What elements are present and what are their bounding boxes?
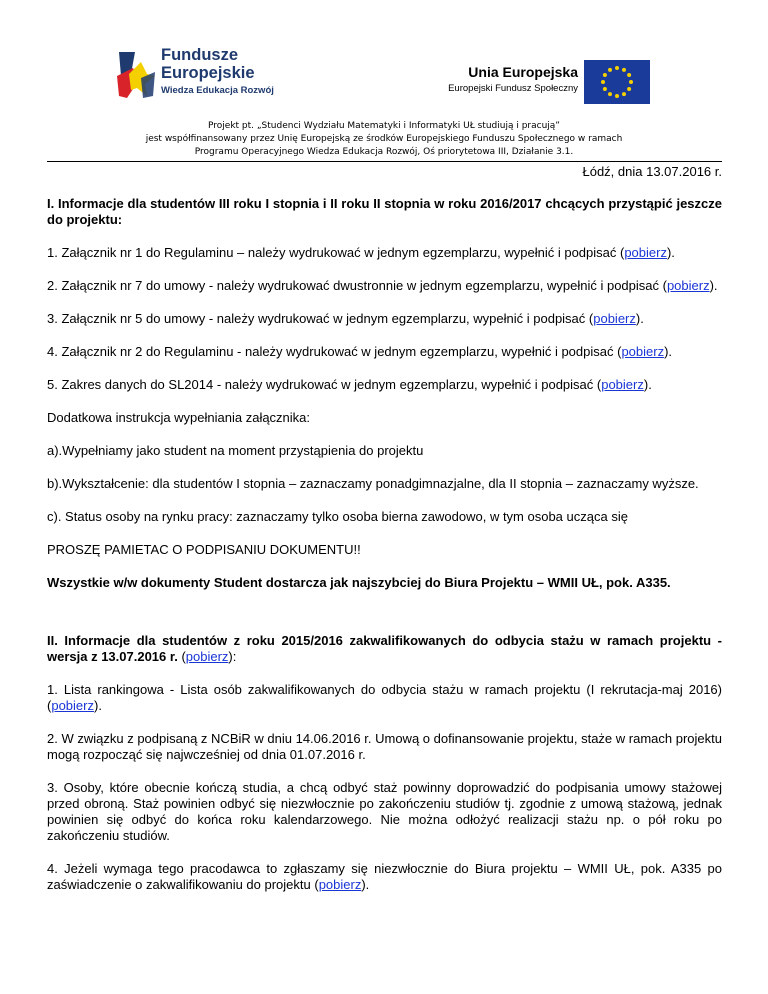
fundusze-europejskie-logo bbox=[117, 44, 297, 104]
fe-logo-line3: Wiedza Edukacja Rozwój bbox=[161, 85, 274, 96]
fe-star-mark-icon bbox=[117, 44, 157, 104]
signature-reminder: PROSZĘ PAMIETAC O PODPISANIU DOKUMENTU!! bbox=[47, 542, 361, 557]
section2-item-3: 3. Osoby, które obecnie kończą studia, a chcą odbyć staż powinny doprowadzić do podpisania umowy stażowej przed obroną. Staż powinien odbyć się niezwłocznie po zakończeniu studiów tj. zgodnie z umową stażową, jednak powinien się odbyć do końca roku kalendarzowego. Nie można odłożyć realizacji stażu np. o pół roku po zakończeniu studiów. bbox=[47, 780, 722, 843]
instruction-c: c). Status osoby na rynku pracy: zaznaczamy tylko osoba bierna zawodowo, w tym osoba ucząca się bbox=[47, 509, 628, 524]
download-link[interactable]: pobierz bbox=[621, 344, 665, 359]
section1-item-1: 1. Załącznik nr 1 do Regulaminu – należy wydrukować w jednym egzemplarzu, wypełnić i podpisać (pobierz). bbox=[47, 245, 675, 260]
section2-heading: II. Informacje dla studentów z roku 2015/2016 zakwalifikowanych do odbycia stażu w ramach projektu - wersja z 13.07.2016 r. (pobierz): bbox=[47, 633, 722, 664]
download-link[interactable]: pobierz bbox=[51, 698, 94, 713]
delivery-note: Wszystkie w/w dokumenty Student dostarcza jak najszybciej do Biura Projektu – WMII UŁ, pok. A335. bbox=[47, 575, 671, 590]
section1-item-5: 5. Zakres danych do SL2014 - należy wydrukować w jednym egzemplarzu, wypełnić i podpisać (pobierz). bbox=[47, 377, 652, 392]
ue-logo-subtitle: Europejski Fundusz Społeczny bbox=[448, 83, 578, 94]
fe-logo-line1: Fundusze bbox=[161, 46, 238, 64]
section2-item-2: 2. W związku z podpisaną z NCBiR w dniu 14.06.2016 r. Umową o dofinansowanie projektu, staże w ramach projektu mogą rozpocząć się najwcześniej od dnia 01.07.2016 r. bbox=[47, 731, 722, 762]
instruction-title: Dodatkowa instrukcja wypełniania załącznika: bbox=[47, 410, 311, 425]
section2-item-4: 4. Jeżeli wymaga tego pracodawca to zgłaszamy się niezwłocznie do Biura projektu – WMII UŁ, pok. A335 po zaświadczenie o zakwalifikowaniu do projektu (pobierz). bbox=[47, 861, 722, 892]
instruction-a: a).Wypełniamy jako student na moment przystąpienia do projektu bbox=[47, 443, 424, 458]
instruction-b: b).Wykształcenie: dla studentów I stopnia – zaznaczamy ponadgimnazjalne, dla II stopnia – zaznaczamy wyższe. bbox=[47, 476, 699, 491]
ue-logo-title: Unia Europejska bbox=[468, 64, 578, 80]
document-date: Łódź, dnia 13.07.2016 r. bbox=[582, 164, 722, 179]
project-info bbox=[50, 120, 718, 159]
section-spacer bbox=[47, 608, 722, 633]
fe-logo-line2: Europejskie bbox=[161, 64, 255, 82]
section1-heading: I. Informacje dla studentów III roku I stopnia i II roku II stopnia w roku 2016/2017 chcących przystąpić jeszcze do projektu: bbox=[47, 196, 722, 227]
header-divider bbox=[47, 161, 722, 162]
document-body bbox=[47, 196, 722, 910]
download-link[interactable]: pobierz bbox=[666, 278, 710, 293]
download-link[interactable]: pobierz bbox=[593, 311, 636, 326]
section1-item-4: 4. Załącznik nr 2 do Regulaminu - należy wydrukować w jednym egzemplarzu, wypełnić i podpisać (pobierz). bbox=[47, 344, 673, 359]
download-link[interactable]: pobierz bbox=[601, 377, 644, 392]
section1-item-3: 3. Załącznik nr 5 do umowy - należy wydrukować w jednym egzemplarzu, wypełnić i podpisać (pobierz). bbox=[47, 311, 644, 326]
project-info-line: jest współfinansowany przez Unię Europejską ze środków Europejskiego Funduszu Społecznego w ramach bbox=[145, 134, 623, 144]
section2-item-1: 1. Lista rankingowa - Lista osób zakwalifikowanych do odbycia stażu w ramach projektu (I rekrutacja-maj 2016) (pobierz). bbox=[47, 682, 722, 713]
section1-item-2: 2. Załącznik nr 7 do umowy - należy wydrukować dwustronnie w jednym egzemplarzu, wypełnić i podpisać (pobierz). bbox=[47, 278, 718, 293]
eu-flag-icon bbox=[584, 60, 650, 104]
download-link[interactable]: pobierz bbox=[185, 649, 229, 664]
ue-logo-text bbox=[440, 64, 578, 94]
download-link[interactable]: pobierz bbox=[624, 245, 667, 260]
project-info-line: Programu Operacyjnego Wiedza Edukacja Rozwój, Oś priorytetowa III, Działanie 3.1. bbox=[194, 147, 574, 157]
project-info-line: Projekt pt. „Studenci Wydziału Matematyki i Informatyki UŁ studiują i pracują” bbox=[208, 121, 560, 131]
download-link[interactable]: pobierz bbox=[318, 877, 362, 892]
